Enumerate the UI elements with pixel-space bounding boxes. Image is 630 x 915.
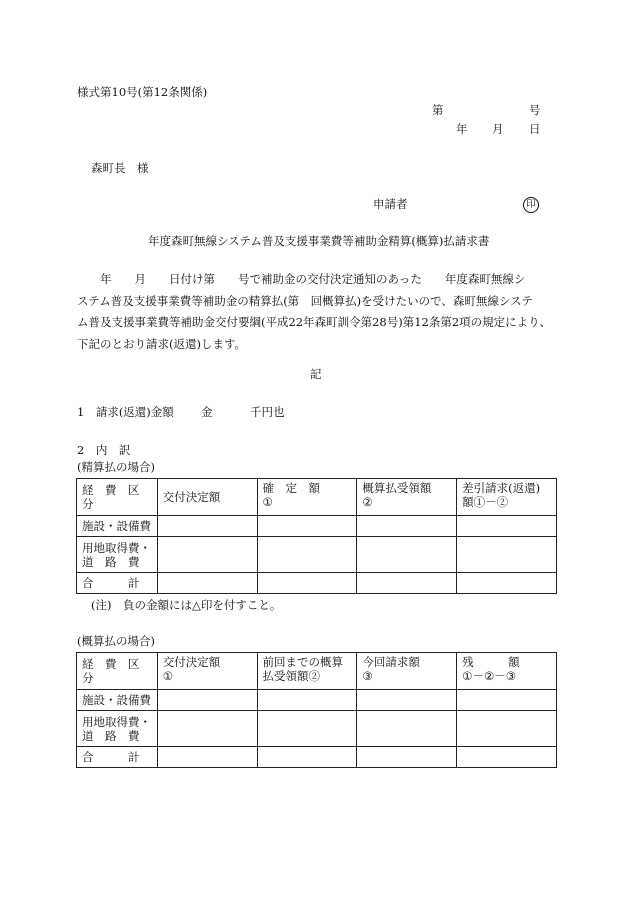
amount-cell[interactable]	[357, 711, 457, 747]
amount-cell[interactable]	[357, 573, 457, 594]
seal-icon: 印	[523, 197, 539, 213]
header-cell: 概算払受領額 ②	[357, 479, 457, 516]
applicant-label: 申請者	[373, 197, 408, 211]
amount-cell[interactable]	[357, 516, 457, 537]
table-row	[77, 690, 557, 711]
row-label: 施設・設備費	[77, 516, 158, 537]
amount-cell[interactable]	[157, 537, 257, 573]
amount-cell[interactable]	[457, 516, 557, 537]
estimate-table	[76, 652, 557, 768]
amount-cell[interactable]	[157, 711, 257, 747]
item1-label: 1 請求(返還)金額	[77, 405, 174, 419]
header-cell: 確 定 額 ①	[257, 479, 357, 516]
table-row	[77, 747, 557, 768]
body-line: 年 月 日付け第 号で補助金の交付決定通知のあった 年度森町無線シ	[77, 272, 526, 286]
header-cell: 交付決定額	[157, 479, 257, 516]
item2-label: 2 内 訳	[77, 443, 131, 457]
document-title: 年度森町無線システム普及支援事業費等補助金精算(概算)払請求書	[148, 234, 490, 248]
row-label: 施設・設備費	[77, 690, 158, 711]
form-number: 様式第10号(第12条関係)	[77, 85, 208, 99]
amount-cell[interactable]	[357, 690, 457, 711]
row-label: 用地取得費・ 道 路 費	[77, 537, 158, 573]
table1-caption: (精算払の場合)	[77, 460, 155, 474]
amount-cell[interactable]	[257, 537, 357, 573]
header-cell: 今回請求額 ③	[357, 653, 457, 690]
amount-cell[interactable]	[257, 711, 357, 747]
ki-heading: 記	[310, 367, 322, 381]
amount-cell[interactable]	[157, 516, 257, 537]
row-label: 合 計	[77, 747, 158, 768]
date-year: 年	[456, 122, 468, 136]
doc-number-prefix: 第	[432, 103, 444, 117]
amount-cell[interactable]	[157, 747, 257, 768]
table2-caption: (概算払の場合)	[77, 634, 155, 648]
body-line: ム普及支援事業費等補助金交付要綱(平成22年森町訓令第28号)第12条第2項の規定により、	[77, 315, 552, 329]
header-cell: 交付決定額 ①	[157, 653, 257, 690]
amount-cell[interactable]	[457, 747, 557, 768]
amount-cell[interactable]	[157, 690, 257, 711]
table-header-row	[77, 479, 557, 516]
amount-cell[interactable]	[357, 747, 457, 768]
table-header-row	[77, 653, 557, 690]
header-cell: 差引請求(返還) 額①－②	[457, 479, 557, 516]
date-month: 月	[492, 122, 504, 136]
table-row	[77, 537, 557, 573]
body-line: 下記のとおり請求(返還)します。	[77, 336, 247, 351]
amount-cell[interactable]	[257, 747, 357, 768]
header-cell: 経 費 区 分	[77, 653, 158, 690]
amount-cell[interactable]	[457, 690, 557, 711]
amount-cell[interactable]	[157, 573, 257, 594]
row-label: 合 計	[77, 573, 158, 594]
settlement-table	[76, 478, 557, 594]
table-row	[77, 573, 557, 594]
amount-cell[interactable]	[257, 690, 357, 711]
amount-cell[interactable]	[457, 573, 557, 594]
table-row	[77, 711, 557, 747]
header-cell: 経 費 区 分	[77, 479, 158, 516]
amount-cell[interactable]	[257, 573, 357, 594]
table1-note: (注) 負の金額には△印を付すこと。	[91, 598, 282, 612]
body-line: ステム普及支援事業費等補助金の精算払(第 回概算払)を受けたいので、森町無線システ	[77, 293, 533, 308]
header-cell: 残 額 ①－②－③	[457, 653, 557, 690]
doc-number-suffix: 号	[529, 103, 541, 117]
header-cell: 前回までの概算 払受領額②	[257, 653, 357, 690]
row-label: 用地取得費・ 道 路 費	[77, 711, 158, 747]
item1-amount-prefix: 金	[201, 405, 213, 419]
table-row	[77, 516, 557, 537]
amount-cell[interactable]	[457, 537, 557, 573]
amount-cell[interactable]	[357, 537, 457, 573]
addressee: 森町長 様	[91, 161, 149, 175]
body-paragraph	[77, 269, 557, 355]
amount-cell[interactable]	[257, 516, 357, 537]
amount-cell[interactable]	[457, 711, 557, 747]
item1-amount-unit: 千円也	[250, 405, 285, 419]
date-day: 日	[529, 122, 541, 136]
